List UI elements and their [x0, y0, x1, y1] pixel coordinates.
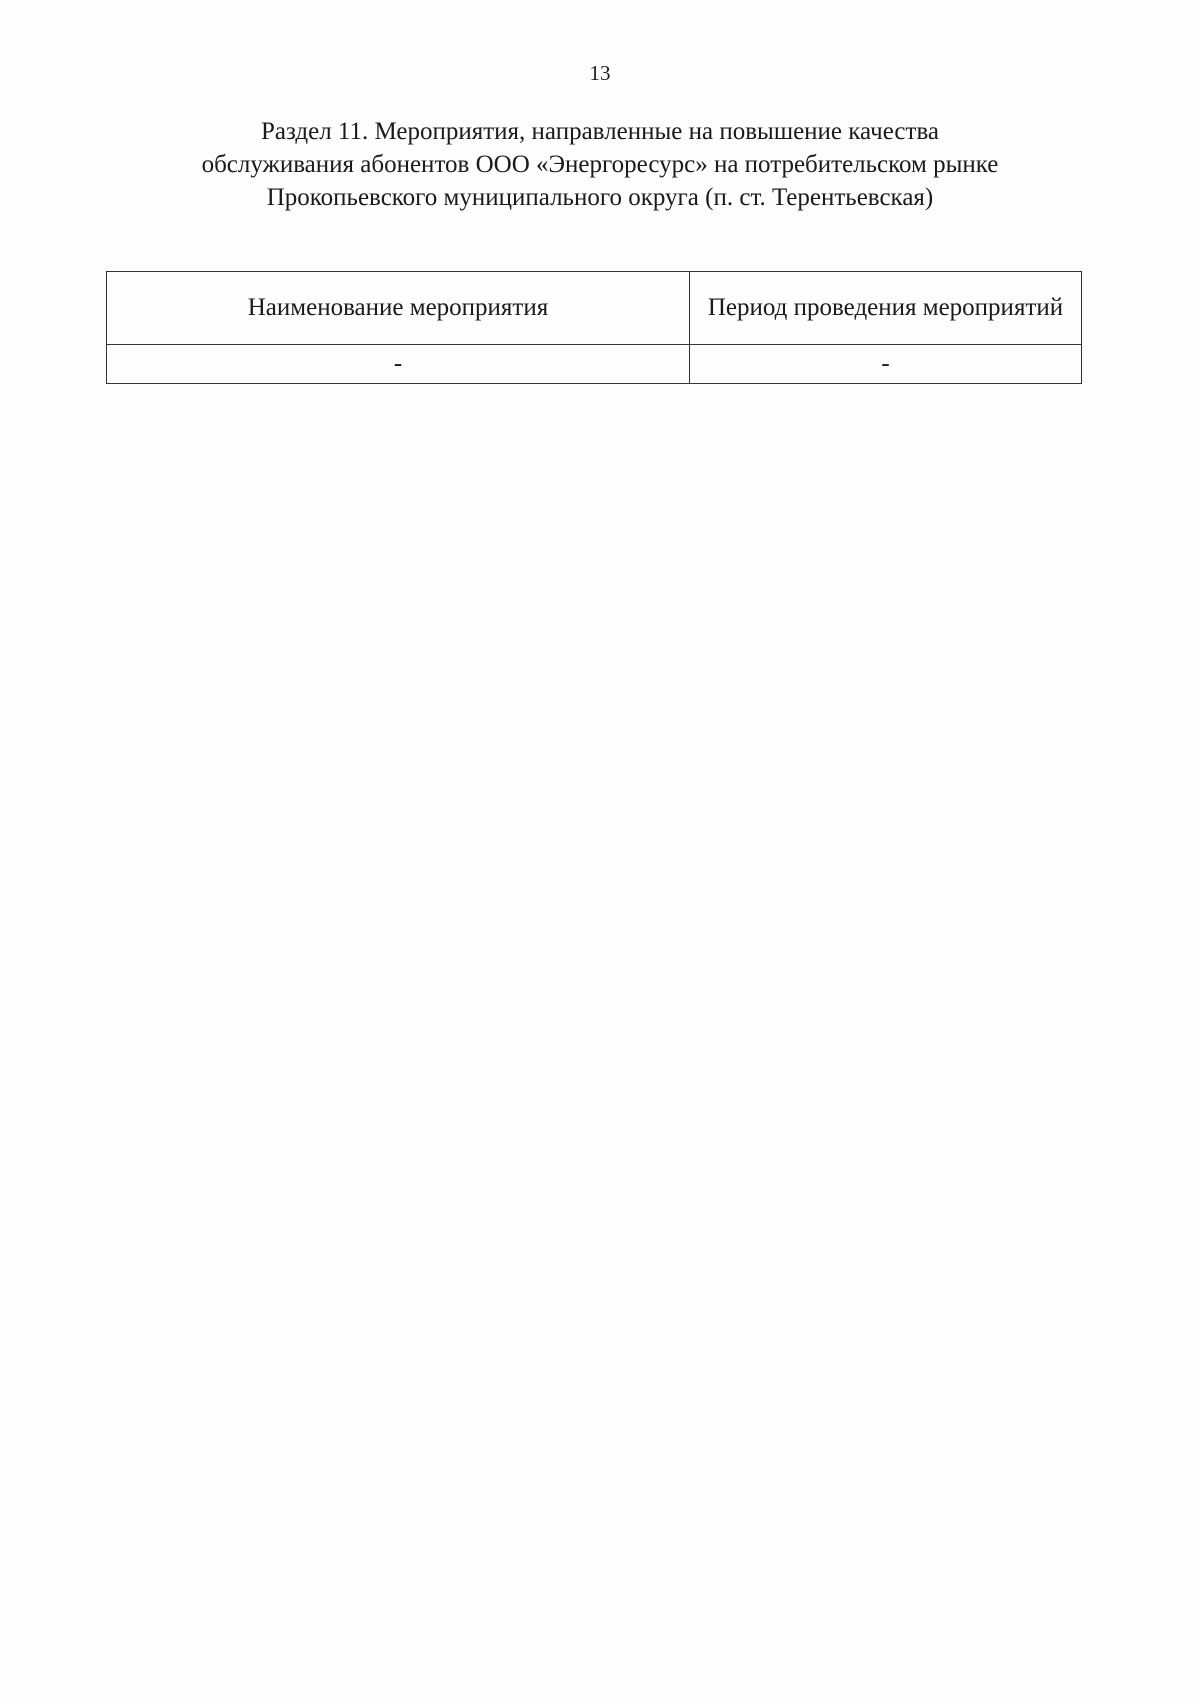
section-title-line-1: Раздел 11. Мероприятия, направленные на повышение качества [260, 118, 940, 145]
header-event-period: Период проведения мероприятий [690, 272, 1082, 345]
section-title-line-3: Прокопьевского муниципального округа (п. ст. Терентьевская) [266, 184, 934, 211]
table-header-row [107, 272, 1082, 345]
page-number: 13 [589, 61, 611, 85]
section-title [100, 115, 1100, 214]
cell-event-period: - [690, 345, 1082, 384]
table-row [107, 345, 1082, 384]
section-title-line-2: обслуживания абонентов ООО «Энергоресурс» на потребительском рынке [201, 151, 999, 178]
header-event-name: Наименование мероприятия [107, 272, 690, 345]
cell-event-name: - [107, 345, 690, 384]
events-table [106, 271, 1082, 384]
